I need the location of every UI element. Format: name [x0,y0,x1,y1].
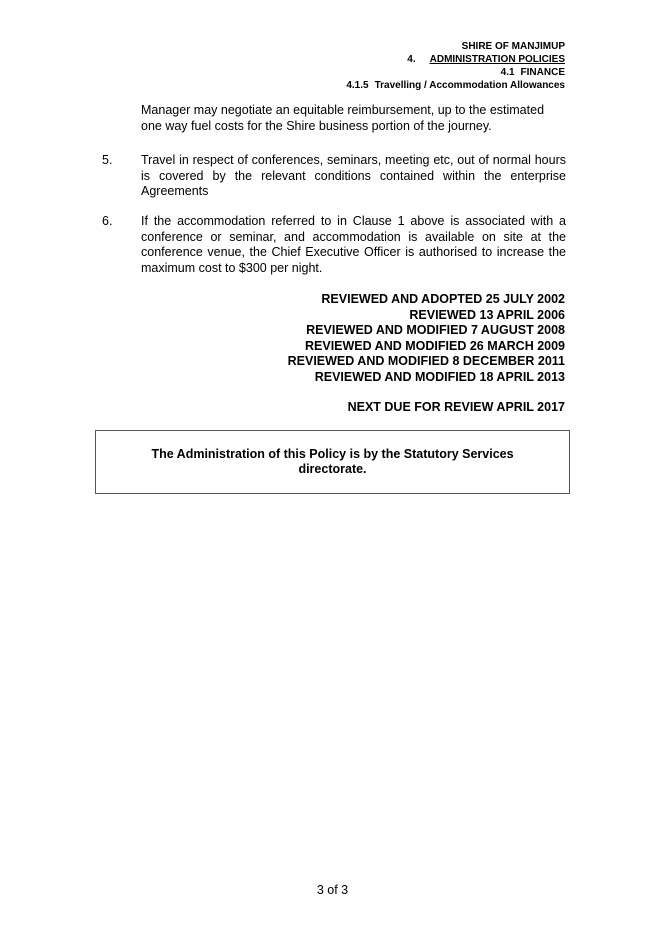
review-history [288,292,565,385]
review-entry: REVIEWED AND MODIFIED 26 MARCH 2009 [305,338,565,353]
clause-item [102,214,566,276]
header-section-number: 4. [407,54,416,65]
review-entry: REVIEWED 13 APRIL 2006 [409,307,565,322]
page-number: 3 of 3 [316,883,349,897]
clause-item [102,153,566,200]
next-review-date: NEXT DUE FOR REVIEW APRIL 2017 [347,400,565,414]
continuation-paragraph: Manager may negotiate an equitable reimbursement, up to the estimated one way fuel costs for the Shire business portion of the journey. [141,103,545,133]
header-section-title: ADMINISTRATION POLICIES [429,54,565,65]
header-subsection-number: 4.1 [500,67,515,78]
review-entry: REVIEWED AND MODIFIED 18 APRIL 2013 [314,369,565,384]
header-subsection-title: FINANCE [520,67,565,78]
review-entry: REVIEWED AND ADOPTED 25 JULY 2002 [321,292,565,306]
review-entry: REVIEWED AND MODIFIED 8 DECEMBER 2011 [287,354,565,368]
header-section [346,53,565,66]
administration-note-text: The Administration of this Policy is by the Statutory Services directorate. [151,446,514,476]
clause-number: 5. [102,153,113,167]
header-policy [346,79,565,92]
header-org: SHIRE OF MANJIMUP [461,41,565,52]
document-header [346,40,565,92]
clause-text: If the accommodation referred to in Clause 1 above is associated with a conference or seminar, and accommodation is available on site at the conference venue, the Chief Executive Officer is authorised to increase the maximum cost to $300 per night. [141,214,566,275]
header-policy-number: 4.1.5 [346,80,369,91]
clause-text: Travel in respect of conferences, seminars, meeting etc, out of normal hours is covered by the relevant conditions contained within the enterprise Agreements [141,153,566,199]
header-policy-title: Travelling / Accommodation Allowances [374,80,565,91]
header-subsection [346,66,565,79]
clause-number: 6. [102,214,113,228]
review-entry: REVIEWED AND MODIFIED 7 AUGUST 2008 [306,323,565,337]
administration-note-box [95,430,570,494]
